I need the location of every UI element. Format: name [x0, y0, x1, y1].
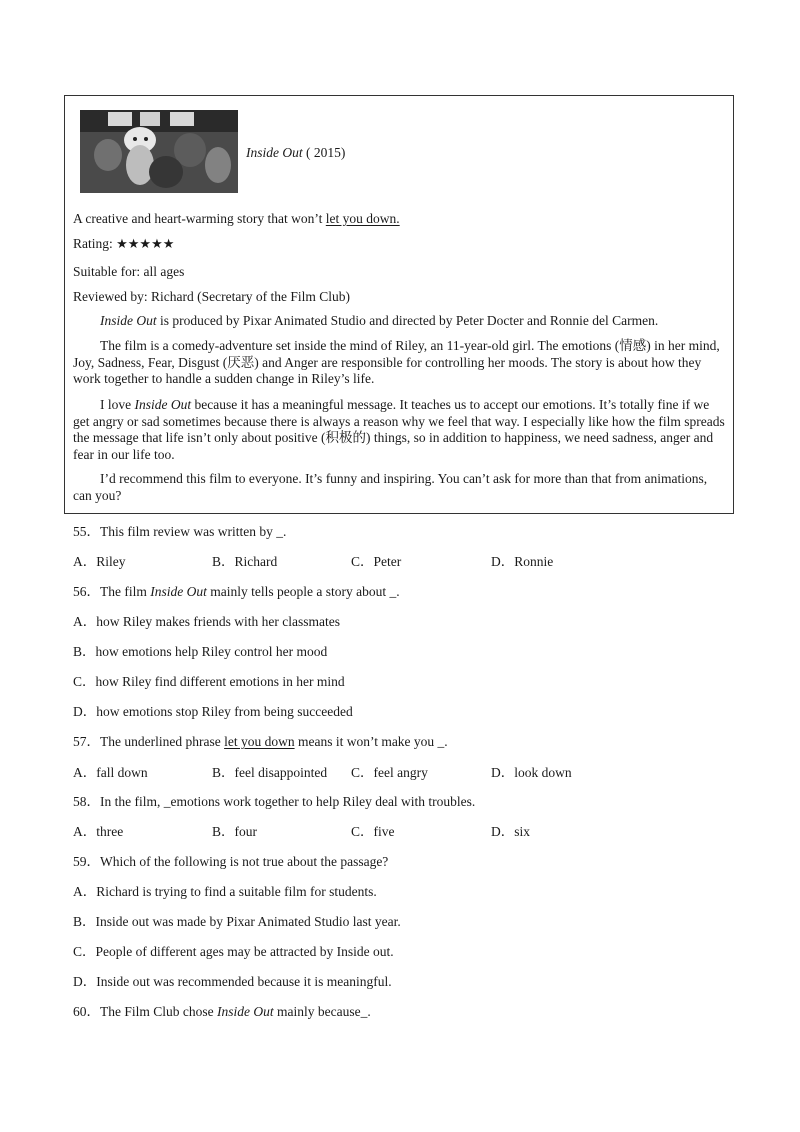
q58-option-b: B．four — [212, 824, 257, 839]
q57-option-b: B．feel disappointed — [212, 765, 328, 780]
q55-option-c: C．Peter — [351, 554, 402, 569]
q57-option-d: D．look down — [491, 765, 572, 780]
question-56 — [73, 580, 400, 600]
q59-option-d: D．Inside out was recommended because it is meaningful. — [73, 974, 392, 989]
q58-option-a: A．three — [73, 824, 124, 839]
paragraph-4: I’d recommend this film to everyone. It’s funny and inspiring. You can’t ask for more than that from animations, can you? — [73, 471, 708, 503]
rating-line — [73, 236, 174, 252]
q56-option-b: B．how emotions help Riley control her mood — [73, 644, 328, 659]
q59-option-b: B．Inside out was made by Pixar Animated Studio last year. — [73, 914, 401, 929]
tagline — [73, 211, 400, 227]
paragraph-3 — [73, 397, 729, 463]
question-60 — [73, 1000, 371, 1020]
q55-option-d: D．Ronnie — [491, 554, 554, 569]
suitable-for: Suitable for: all ages — [73, 264, 185, 279]
q55-option-b: B．Richard — [212, 554, 278, 569]
film-year: ( 2015) — [306, 145, 346, 160]
paragraph-1 — [73, 313, 729, 330]
rating-label: Rating: — [73, 236, 117, 251]
tagline-text: A creative and heart-warming story that won’t — [73, 211, 326, 226]
q57-underlined-phrase: let you down — [224, 734, 295, 749]
paragraph-2: The film is a comedy-adventure set inside the mind of Riley, an 11-year-old girl. The emotions (情感) in her mind, Joy, Sadness, Fear, Disgust (厌恶) and Anger are responsible for controlling her moods. The story is about how they work together to handle a sudden change in Riley’s life. — [73, 338, 720, 386]
question-55: 55．This film review was written by _. — [73, 524, 287, 539]
paragraph-3-lead: I love — [100, 397, 135, 412]
paragraph-3-text: because it has a meaningful message. It teaches us to accept our emotions. It’s totally fine if we get angry or sad sometimes because there is always a reason why we feel that way. I especially like how the film spreads the message that life isn’t only about positive (积极的) things, so in addition to happiness, we need sadness, anger and fear in our life too. — [73, 397, 725, 462]
q60-film-title: Inside Out — [217, 1004, 274, 1019]
film-poster-image — [80, 110, 238, 193]
question-58: 58．In the film, _emotions work together to help Riley deal with troubles. — [73, 794, 476, 809]
question-59: 59．Which of the following is not true about the passage? — [73, 854, 389, 869]
q56-option-a: A．how Riley makes friends with her classmates — [73, 614, 340, 629]
q60-lead: 60．The Film Club chose — [73, 1004, 217, 1019]
q56-lead: 56．The film — [73, 584, 151, 599]
q57-option-c: C．feel angry — [351, 765, 428, 780]
tagline-underlined-phrase: let you down. — [325, 211, 400, 226]
q58-option-c: C．five — [351, 824, 395, 839]
film-title-line — [246, 145, 345, 161]
paragraph-3-title: Inside Out — [134, 397, 192, 412]
film-title: Inside Out — [246, 145, 303, 160]
rating-stars: ★★★★★ — [116, 237, 175, 252]
paragraph-1-text: is produced by Pixar Animated Studio and directed by Peter Docter and Ronnie del Carmen. — [156, 313, 659, 328]
paragraph-1-title: Inside Out — [100, 313, 157, 328]
q59-option-a: A．Richard is trying to find a suitable film for students. — [73, 884, 377, 899]
question-57 — [73, 730, 448, 750]
q57-option-a: A．fall down — [73, 765, 148, 780]
q60-tail: mainly because_. — [273, 1004, 371, 1019]
q57-lead: 57．The underlined phrase — [73, 734, 225, 749]
q56-option-d: D．how emotions stop Riley from being succeeded — [73, 704, 353, 719]
reviewer: Reviewed by: Richard (Secretary of the Film Club) — [73, 289, 351, 304]
q55-option-a: A．Riley — [73, 554, 126, 569]
q58-option-d: D．six — [491, 824, 531, 839]
q56-film-title: Inside Out — [150, 584, 207, 599]
q56-option-c: C．how Riley find different emotions in her mind — [73, 674, 345, 689]
q59-option-c: C．People of different ages may be attracted by Inside out. — [73, 944, 394, 959]
q57-tail: means it won’t make you _. — [294, 734, 448, 749]
q56-tail: mainly tells people a story about _. — [206, 584, 400, 599]
